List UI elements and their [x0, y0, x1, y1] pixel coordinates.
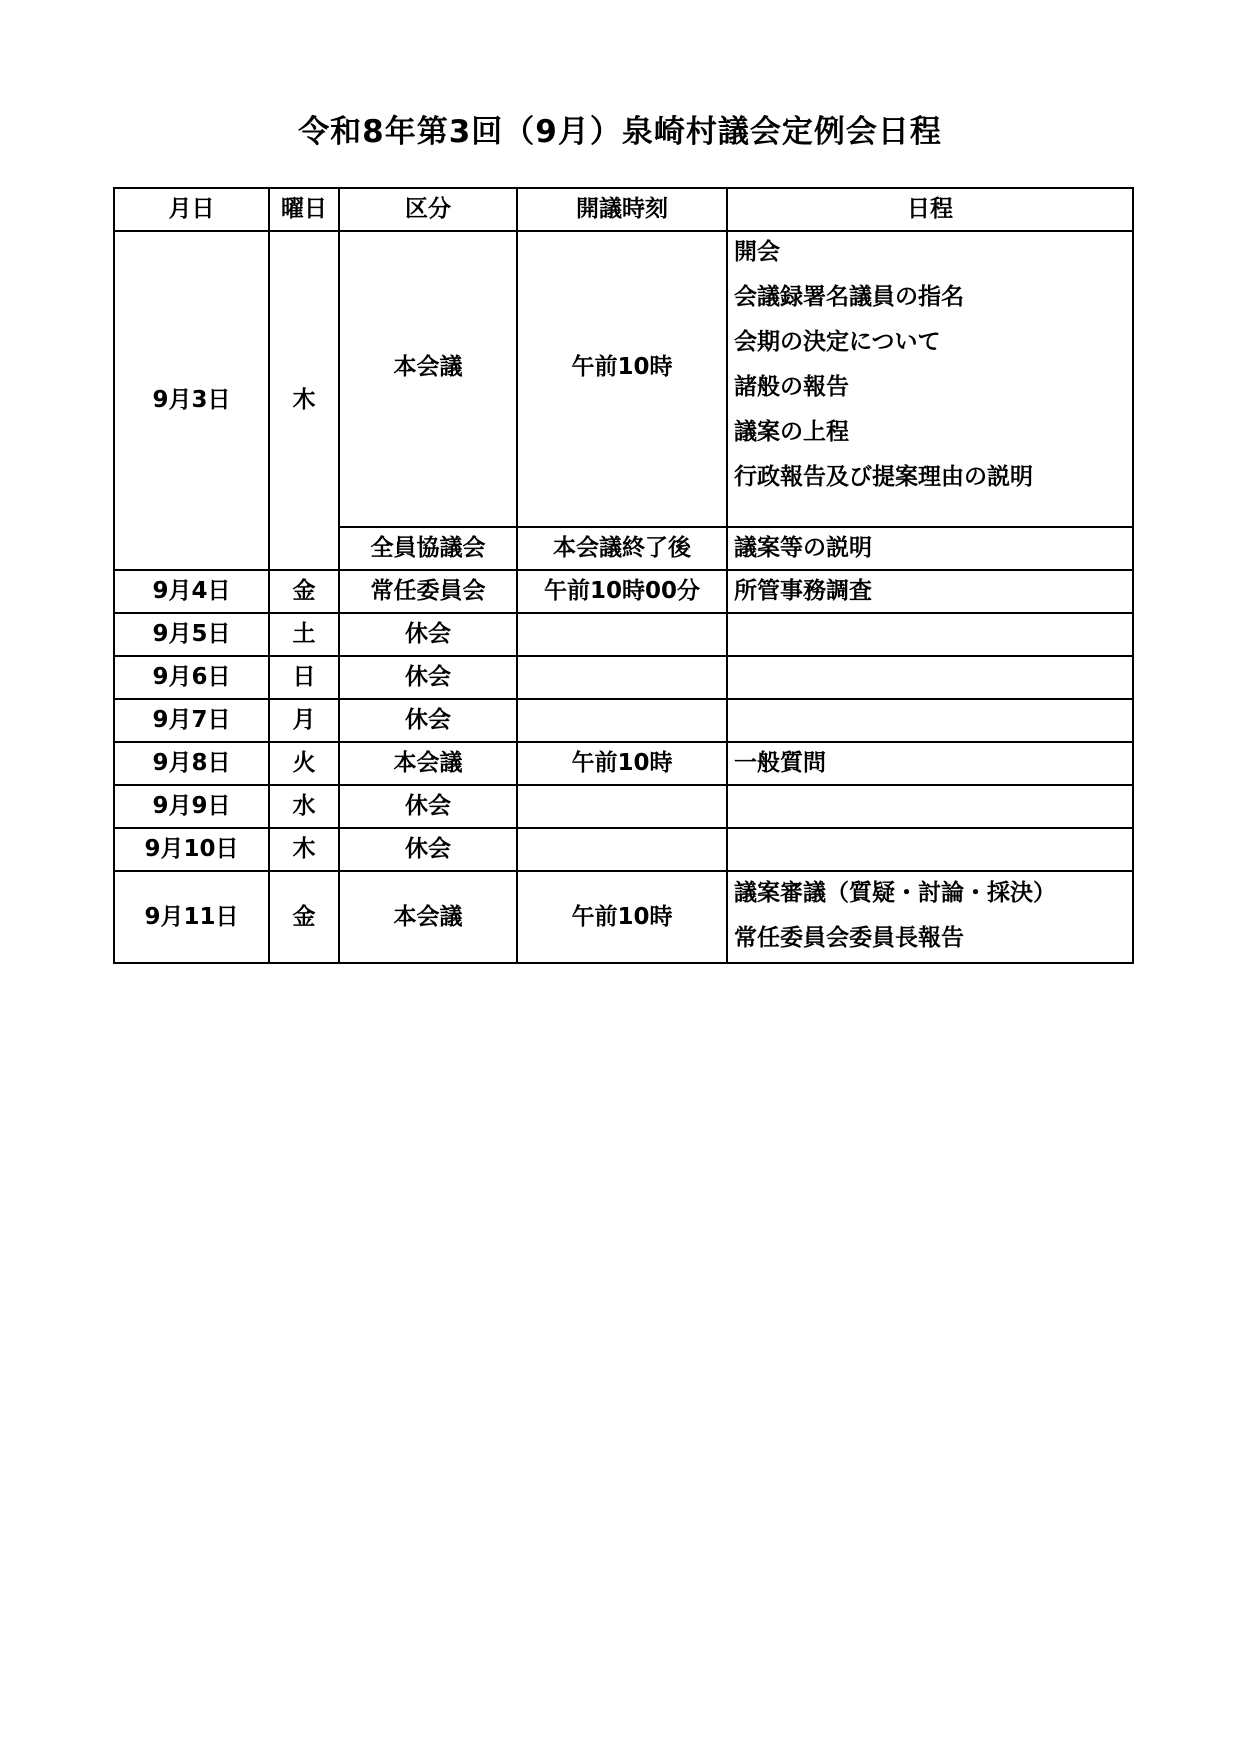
header-agenda: 日程	[727, 188, 1133, 231]
agenda-cell	[727, 613, 1133, 656]
table-row	[114, 699, 1133, 742]
agenda-cell	[727, 231, 1133, 527]
weekday-cell: 月	[269, 699, 339, 742]
date-cell: 9月11日	[114, 871, 269, 963]
start-time-cell: 午前10時	[517, 231, 727, 527]
start-time-cell	[517, 656, 727, 699]
agenda-cell	[727, 828, 1133, 871]
date-cell: 9月6日	[114, 656, 269, 699]
date-cell: 9月4日	[114, 570, 269, 613]
agenda-item: 議案審議（質疑・討論・採決）	[734, 880, 1056, 906]
category-cell: 休会	[339, 828, 517, 871]
start-time-cell	[517, 785, 727, 828]
header-date: 月日	[114, 188, 269, 231]
date-cell: 9月7日	[114, 699, 269, 742]
start-time-cell	[517, 613, 727, 656]
table-row	[114, 231, 1133, 527]
agenda-item: 行政報告及び提案理由の説明	[734, 464, 1033, 490]
table-row	[114, 871, 1133, 963]
agenda-item: 会議録署名議員の指名	[734, 284, 964, 310]
start-time-cell	[517, 828, 727, 871]
agenda-cell	[727, 785, 1133, 828]
table-row	[114, 613, 1133, 656]
agenda-item: 会期の決定について	[734, 329, 941, 355]
weekday-cell: 木	[269, 828, 339, 871]
schedule-table	[113, 187, 1134, 964]
date-cell: 9月3日	[114, 231, 269, 570]
category-cell: 本会議	[339, 231, 517, 527]
date-cell: 9月9日	[114, 785, 269, 828]
weekday-cell: 金	[269, 871, 339, 963]
start-time-cell: 午前10時	[517, 742, 727, 785]
table-row	[114, 742, 1133, 785]
category-cell: 休会	[339, 613, 517, 656]
agenda-cell: 所管事務調査	[727, 570, 1133, 613]
category-cell: 本会議	[339, 742, 517, 785]
category-cell: 休会	[339, 699, 517, 742]
header-row	[114, 188, 1133, 231]
date-cell: 9月10日	[114, 828, 269, 871]
start-time-cell: 午前10時00分	[517, 570, 727, 613]
weekday-cell: 木	[269, 231, 339, 570]
table-row	[114, 828, 1133, 871]
category-cell: 休会	[339, 785, 517, 828]
header-start-time: 開議時刻	[517, 188, 727, 231]
agenda-item: 開会	[734, 239, 780, 265]
category-cell: 本会議	[339, 871, 517, 963]
agenda-item: 諸般の報告	[734, 374, 849, 400]
weekday-cell: 火	[269, 742, 339, 785]
category-cell: 全員協議会	[339, 527, 517, 570]
agenda-cell	[727, 871, 1133, 963]
table-row	[114, 570, 1133, 613]
table-row	[114, 785, 1133, 828]
header-category: 区分	[339, 188, 517, 231]
start-time-cell: 本会議終了後	[517, 527, 727, 570]
start-time-cell: 午前10時	[517, 871, 727, 963]
start-time-cell	[517, 699, 727, 742]
table-row	[114, 656, 1133, 699]
weekday-cell: 水	[269, 785, 339, 828]
agenda-item: 議案の上程	[734, 419, 849, 445]
header-weekday: 曜日	[269, 188, 339, 231]
category-cell: 休会	[339, 656, 517, 699]
agenda-cell	[727, 656, 1133, 699]
agenda-cell	[727, 699, 1133, 742]
agenda-item: 常任委員会委員長報告	[734, 925, 964, 951]
weekday-cell: 土	[269, 613, 339, 656]
document-title: 令和8年第3回（9月）泉崎村議会定例会日程	[298, 114, 942, 150]
date-cell: 9月8日	[114, 742, 269, 785]
agenda-cell: 一般質問	[727, 742, 1133, 785]
category-cell: 常任委員会	[339, 570, 517, 613]
weekday-cell: 日	[269, 656, 339, 699]
weekday-cell: 金	[269, 570, 339, 613]
date-cell: 9月5日	[114, 613, 269, 656]
agenda-cell: 議案等の説明	[727, 527, 1133, 570]
